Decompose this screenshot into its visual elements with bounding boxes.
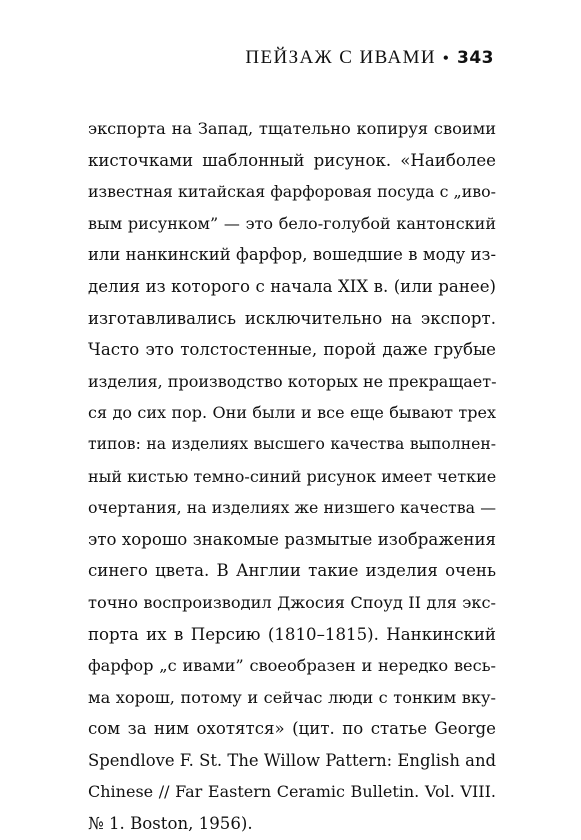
- text-line: ный кистью темно-синий рисунок имеет четкие: [88, 466, 497, 486]
- text-line: синего цвета. В Англии такие изделия очень: [88, 561, 496, 581]
- running-head-title: ПЕЙЗАЖ С ИВАМИ: [245, 47, 436, 68]
- running-head-separator: •: [442, 50, 450, 67]
- text-line: Часто это толстостенные, порой даже грубые: [88, 340, 496, 360]
- running-head: [245, 47, 494, 69]
- text-line: ма хорош, потому и сейчас люди с тонким вку-: [88, 687, 496, 707]
- text-line: сом за ним охотятся» (цит. по статье George: [88, 719, 496, 739]
- text-line: известная китайская фарфоровая посуда с „иво-: [88, 182, 496, 202]
- page-number: 343: [457, 48, 494, 68]
- text-line: фарфор „с ивами” своеобразен и нередко весь-: [88, 656, 496, 676]
- text-line: вым рисунком” — это бело-голубой кантонский: [88, 213, 496, 233]
- text-line: ся до сих пор. Они были и все еще бывают трех: [88, 403, 496, 423]
- text-line: делия из которого с начала XIX в. (или ранее): [88, 276, 496, 296]
- text-line: или нанкинский фарфор, вошедшие в моду из-: [88, 245, 496, 265]
- body-text: [88, 113, 496, 840]
- text-line: Spendlove F. St. The Willow Pattern: English and: [88, 750, 496, 770]
- text-line: кисточками шаблонный рисунок. «Наиболее: [88, 150, 496, 170]
- text-line: изделия, производство которых не прекращает-: [88, 371, 497, 391]
- text-line: № 1. Boston, 1956).: [88, 814, 253, 834]
- text-line: очертания, на изделиях же низшего качества —: [88, 498, 496, 518]
- text-line: точно воспроизводил Джосия Споуд II для экс-: [88, 592, 496, 612]
- text-line: Chinese // Far Eastern Ceramic Bulletin. Vol. VIII.: [88, 782, 496, 802]
- text-line: изготавливались исключительно на экспорт.: [88, 308, 496, 328]
- text-line: типов: на изделиях высшего качества выполнен-: [88, 434, 496, 453]
- text-line: экспорта на Запад, тщательно копируя своими: [88, 119, 496, 138]
- text-line: это хорошо знакомые размытые изображения: [88, 529, 496, 549]
- text-line: порта их в Персию (1810–1815). Нанкинский: [88, 624, 496, 644]
